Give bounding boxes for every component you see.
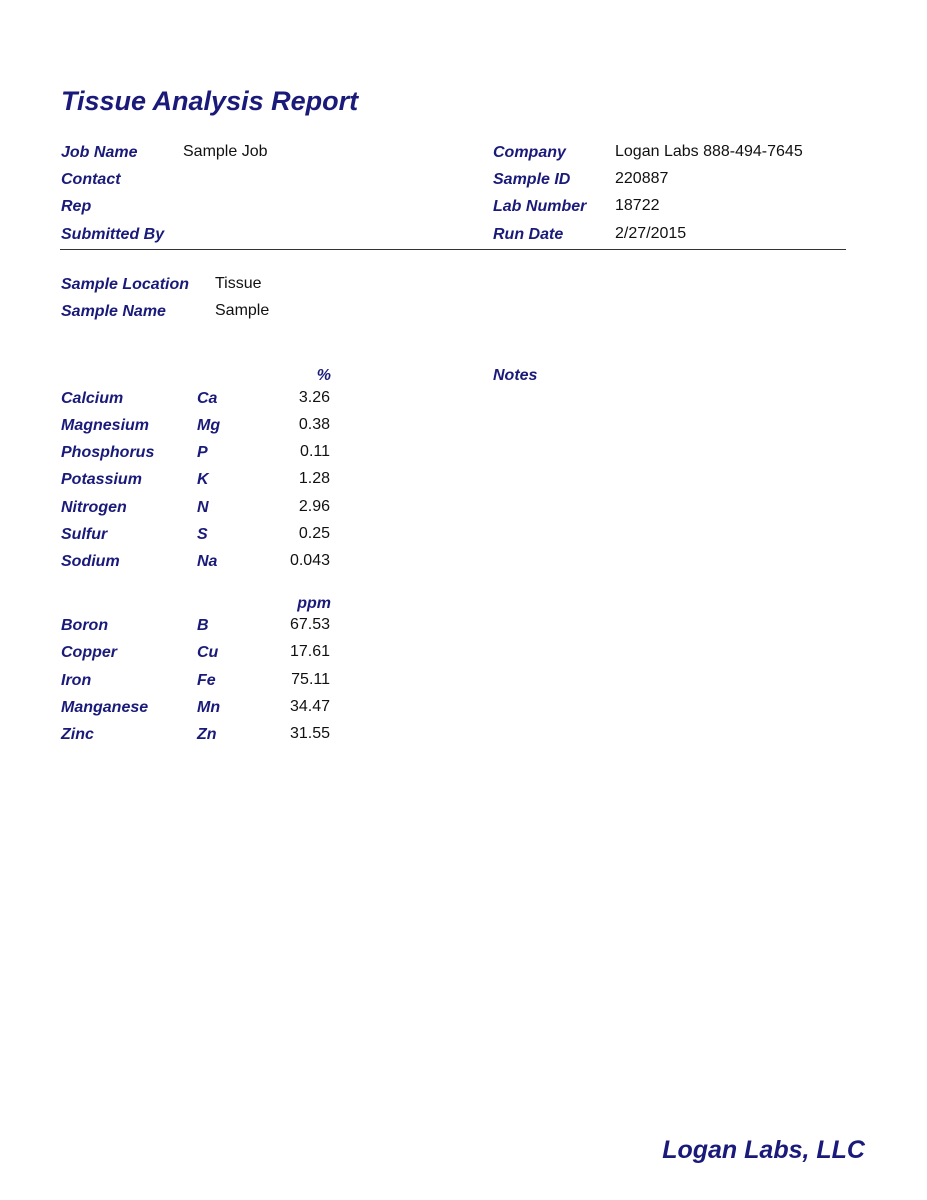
ppm-unit-header: ppm — [297, 595, 331, 612]
element-symbol: Zn — [197, 726, 217, 743]
element-name: Phosphorus — [61, 444, 155, 461]
element-value: 17.61 — [289, 643, 330, 660]
element-value: 31.55 — [289, 725, 330, 742]
element-symbol: Mn — [197, 699, 221, 716]
company-label: Company — [493, 144, 566, 161]
element-value: 34.47 — [289, 698, 330, 715]
job-name-value: Sample Job — [183, 143, 268, 160]
element-symbol: Fe — [197, 672, 216, 689]
element-value: 2.96 — [298, 498, 330, 515]
sample-location-label: Sample Location — [61, 276, 190, 293]
job-name-label: Job Name — [61, 144, 138, 161]
element-name: Magnesium — [61, 417, 150, 434]
element-value: 1.28 — [298, 470, 330, 487]
sample-location-value: Tissue — [215, 275, 262, 292]
element-name: Potassium — [61, 471, 142, 488]
element-symbol: Ca — [197, 390, 218, 407]
element-symbol: Na — [197, 553, 218, 570]
element-value: 75.11 — [291, 671, 330, 688]
percent-unit-header: % — [316, 367, 331, 384]
lab-number-value: 18722 — [615, 197, 660, 214]
element-value: 0.043 — [289, 552, 330, 569]
footer-company-name: Logan Labs, LLC — [662, 1136, 865, 1164]
contact-label: Contact — [61, 171, 121, 188]
element-symbol: S — [197, 526, 208, 543]
element-value: 67.53 — [289, 616, 330, 633]
report-title: Tissue Analysis Report — [61, 86, 359, 116]
lab-number-label: Lab Number — [493, 198, 587, 215]
run-date-label: Run Date — [493, 226, 564, 243]
element-name: Sodium — [61, 553, 120, 570]
element-symbol: P — [197, 444, 208, 461]
company-value: Logan Labs 888-494-7645 — [615, 143, 803, 160]
submitted-by-label: Submitted By — [61, 226, 165, 243]
sample-name-value: Sample — [215, 302, 270, 319]
element-symbol: Mg — [197, 417, 221, 434]
sample-name-label: Sample Name — [61, 303, 166, 320]
element-name: Manganese — [61, 699, 149, 716]
element-symbol: B — [197, 617, 209, 634]
sample-id-label: Sample ID — [493, 171, 571, 188]
sample-id-value: 220887 — [615, 170, 669, 187]
element-name: Nitrogen — [61, 499, 127, 516]
element-symbol: N — [197, 499, 209, 516]
element-name: Zinc — [61, 726, 94, 743]
element-value: 0.11 — [300, 443, 330, 460]
rep-label: Rep — [61, 198, 92, 215]
notes-label: Notes — [493, 367, 538, 384]
element-name: Boron — [61, 617, 109, 634]
element-value: 0.25 — [298, 525, 330, 542]
element-name: Sulfur — [61, 526, 108, 543]
element-name: Copper — [61, 644, 117, 661]
element-value: 0.38 — [298, 416, 330, 433]
element-name: Iron — [61, 672, 92, 689]
header-divider — [60, 249, 846, 250]
element-value: 3.26 — [298, 389, 330, 406]
element-symbol: Cu — [197, 644, 219, 661]
element-name: Calcium — [61, 390, 124, 407]
element-symbol: K — [197, 471, 209, 488]
run-date-value: 2/27/2015 — [615, 225, 687, 242]
